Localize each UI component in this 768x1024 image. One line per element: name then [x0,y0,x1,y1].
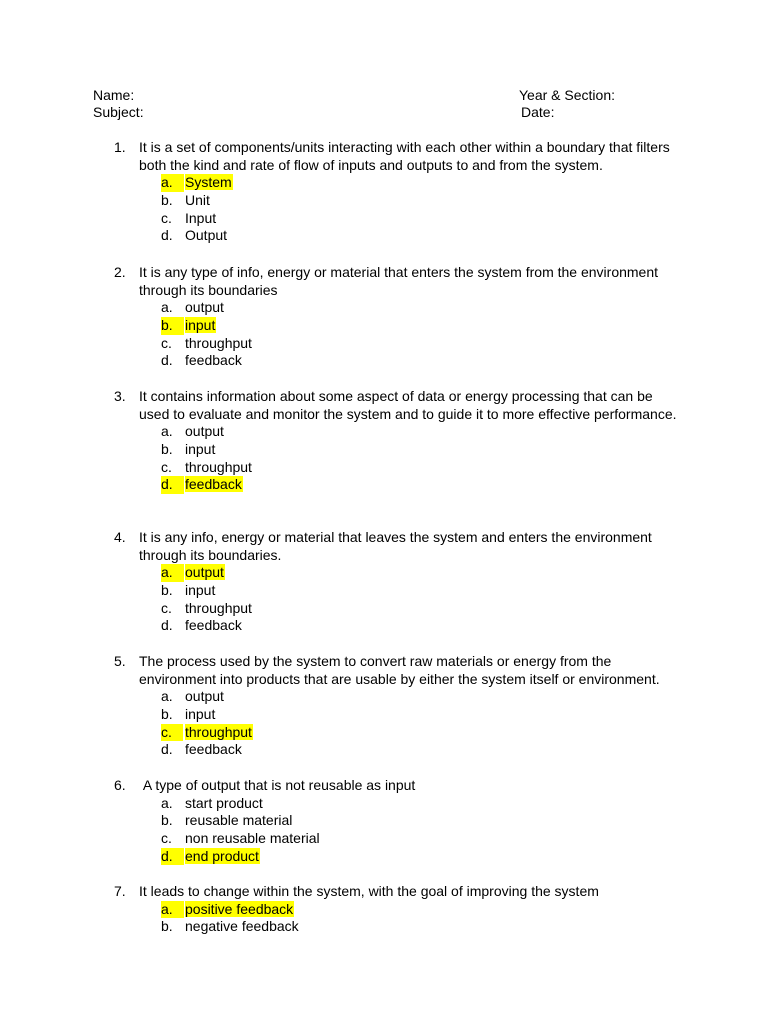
option-text: throughput [185,723,252,740]
option-letter: d. [161,741,173,758]
option-text: reusable material [185,812,293,829]
year-section-label: Year & Section: [519,87,615,103]
answer-option [114,600,684,618]
option-letter: c. [161,830,172,847]
answer-option-highlighted [114,317,684,335]
question-number: 3. [114,388,126,404]
answer-option [114,299,684,317]
question-number: 4. [114,529,126,545]
option-text: negative feedback [185,918,299,935]
answer-option-highlighted [114,564,684,582]
question-number: 5. [114,653,126,669]
question-text: It contains information about some aspect of data or energy processing that can be used to evaluate and monitor the system and to guide it to more effective performance. [139,388,677,422]
option-letter: b. [161,706,173,723]
answer-options [114,423,684,494]
question-item [114,139,684,245]
answer-option [114,352,684,370]
answer-options [114,299,684,370]
question-number: 6. [114,777,126,793]
answer-options [114,564,684,635]
option-letter: c. [161,458,172,475]
option-letter: d. [161,476,184,494]
option-text: System [185,174,232,191]
answer-option [114,812,684,830]
option-text: output [185,688,224,705]
option-letter: c. [161,334,172,351]
answer-options [114,174,684,245]
option-text: feedback [185,617,242,634]
option-letter: d. [161,617,173,634]
answer-option [114,688,684,706]
question-item [114,388,684,494]
answer-option-highlighted [114,476,684,494]
option-letter: b. [161,441,173,458]
answer-option [114,441,684,459]
question-number: 1. [114,139,126,155]
option-text: Output [185,227,228,244]
answer-option [114,741,684,759]
answer-option-highlighted [114,848,684,866]
option-text: throughput [185,599,252,616]
option-letter: d. [161,848,184,866]
answer-option-highlighted [114,901,684,919]
option-text: Input [185,209,217,226]
option-text: positive feedback [185,900,294,917]
option-text: output [185,299,224,316]
option-letter: a. [161,423,173,440]
answer-option [114,617,684,635]
option-letter: a. [161,901,184,919]
answer-option-highlighted [114,724,684,742]
option-letter: c. [161,724,183,742]
option-text: non reusable material [185,830,320,847]
question-stem [114,139,684,174]
answer-option [114,459,684,477]
question-item [114,777,684,865]
answer-options [114,795,684,866]
option-text: end product [185,847,259,864]
option-text: input [185,706,216,723]
option-text: throughput [185,334,252,351]
option-letter: b. [161,812,173,829]
option-letter: c. [161,599,172,616]
answer-option [114,706,684,724]
question-item [114,529,684,635]
option-letter: a. [161,564,184,582]
name-label: Name: [93,87,135,103]
question-item [114,883,684,936]
option-letter: b. [161,192,173,209]
option-letter: a. [161,688,173,705]
option-text: input [185,441,216,458]
answer-option [114,795,684,813]
question-text: A type of output that is not reusable as input [139,777,416,793]
question-stem [114,883,684,901]
option-letter: a. [161,299,173,316]
answer-option [114,210,684,228]
question-stem [114,529,684,564]
answer-option-highlighted [114,174,684,192]
option-text: feedback [185,741,242,758]
question-stem [114,264,684,299]
answer-option [114,582,684,600]
question-text: It is any type of info, energy or material that enters the system from the environment through its boundaries [139,264,662,298]
question-stem [114,653,684,688]
option-text: Unit [185,192,210,209]
option-text: feedback [185,476,242,493]
option-text: throughput [185,458,252,475]
option-letter: b. [161,918,173,935]
option-letter: b. [161,317,184,335]
option-text: output [185,564,224,581]
option-text: feedback [185,352,242,369]
question-stem [114,777,684,795]
subject-label: Subject: [93,104,144,120]
answer-option [114,192,684,210]
answer-options [114,901,684,936]
option-text: start product [185,794,263,811]
answer-option [114,227,684,245]
option-letter: d. [161,352,173,369]
question-item [114,653,684,759]
question-number: 7. [114,883,126,899]
question-text: It is a set of components/units interacting with each other within a boundary that filters both the kind and rate of flow of inputs and outputs to and from the system. [139,139,674,173]
option-text: input [185,582,216,599]
answer-option [114,335,684,353]
question-text: It is any info, energy or material that leaves the system and enters the environment through its boundaries. [139,529,656,563]
option-text: output [185,423,224,440]
answer-option [114,918,684,936]
option-letter: d. [161,227,173,244]
answer-option [114,830,684,848]
answer-options [114,688,684,759]
option-letter: b. [161,582,173,599]
question-stem [114,388,684,423]
question-text: It leads to change within the system, with the goal of improving the system [139,883,599,899]
question-text: The process used by the system to convert raw materials or energy from the environment into products that are usable by either the system itself or environment. [139,653,660,687]
option-text: input [185,317,216,334]
date-label: Date: [521,104,555,120]
answer-option [114,423,684,441]
option-letter: c. [161,209,172,226]
option-letter: a. [161,174,184,192]
option-letter: a. [161,794,173,811]
question-item [114,264,684,370]
question-number: 2. [114,264,126,280]
